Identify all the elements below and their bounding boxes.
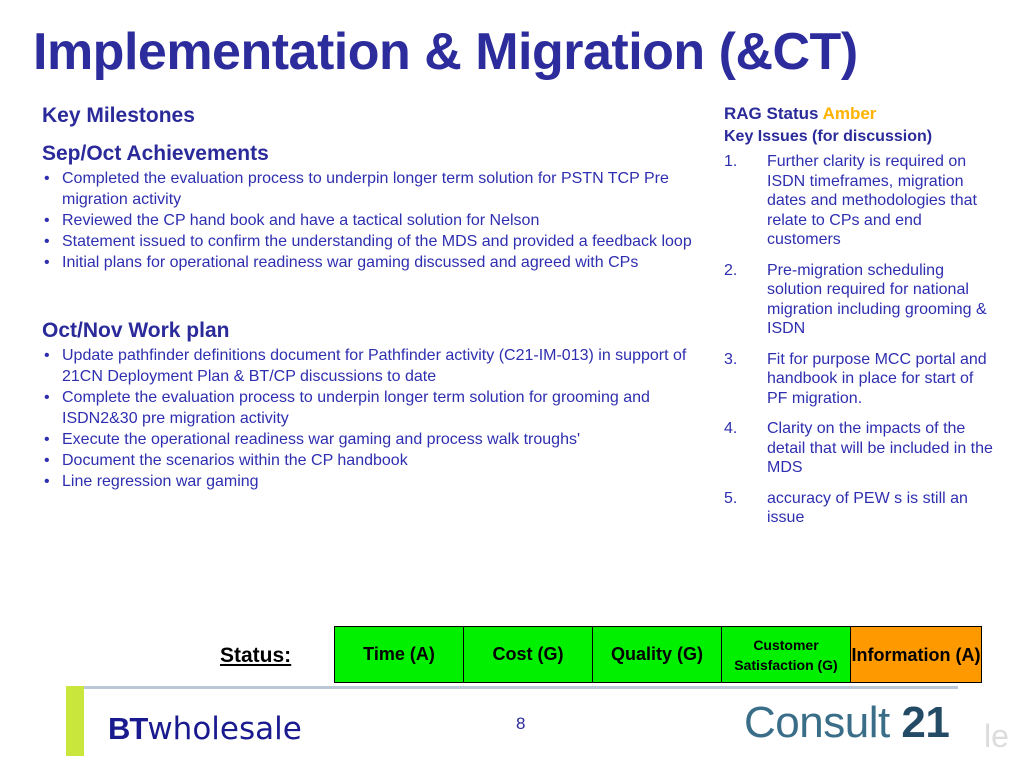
bullet-icon: • xyxy=(44,233,50,250)
bullet-icon: • xyxy=(44,170,50,187)
issue-item: 3. Fit for purpose MCC portal and handbook in place for start of PF migration. xyxy=(724,350,987,407)
status-cell-quality: Quality (G) xyxy=(593,627,722,682)
workplan-item: • Update pathfinder definitions document for Pathfinder activity (C21-IM-013) in support of 21CN Deployment Plan & BT/CP discussions to date xyxy=(44,347,687,385)
status-cell-time: Time (A) xyxy=(335,627,464,682)
status-cell-cost: Cost (G) xyxy=(464,627,593,682)
consult-logo-number: 21 xyxy=(901,698,950,747)
footer-accent-bar xyxy=(66,686,84,756)
bullet-icon: • xyxy=(44,254,50,271)
rag-status-label: RAG Status xyxy=(724,104,819,123)
bt-logo-text: BT xyxy=(108,711,148,746)
workplan-item: • Line regression war gaming xyxy=(44,473,259,490)
bullet-icon: • xyxy=(44,431,50,448)
status-table xyxy=(334,626,982,683)
achievement-item: • Reviewed the CP hand book and have a tactical solution for Nelson xyxy=(44,212,540,229)
rag-status-value: Amber xyxy=(822,104,877,123)
milestones-panel xyxy=(42,104,722,492)
issues-list xyxy=(724,152,994,528)
bullet-icon: • xyxy=(44,212,50,229)
status-cell-customer-satisfaction: Customer Satisfaction (G) xyxy=(722,627,851,682)
slide-title: Implementation & Migration (&CT) xyxy=(33,23,858,81)
footer-divider xyxy=(84,686,958,689)
page-number: 8 xyxy=(516,714,526,733)
key-milestones-heading: Key Milestones xyxy=(42,104,195,127)
workplan-item: • Execute the operational readiness war gaming and process walk troughs' xyxy=(44,431,581,448)
consult21-logo xyxy=(744,698,949,748)
ghost-text: le xyxy=(984,718,1009,754)
workplan-heading: Oct/Nov Work plan xyxy=(42,319,230,342)
bullet-icon: • xyxy=(44,473,50,490)
achievements-heading: Sep/Oct Achievements xyxy=(42,142,269,165)
issue-item: 5. accuracy of PEW s is still an issue xyxy=(724,489,968,526)
rag-status xyxy=(724,104,994,124)
achievement-item: • Statement issued to confirm the understanding of the MDS and provided a feedback loop xyxy=(44,233,692,250)
achievement-item: • Completed the evaluation process to underpin longer term solution for PSTN TCP Pre migration activity xyxy=(44,170,669,208)
consult-logo-text: Consult xyxy=(744,698,890,747)
key-issues-heading: Key Issues (for discussion) xyxy=(724,128,933,145)
workplan-item: • Document the scenarios within the CP handbook xyxy=(44,452,408,469)
issues-panel xyxy=(724,104,994,539)
workplan-item: • Complete the evaluation process to underpin longer term solution for grooming and ISDN2&30 pre migration activity xyxy=(44,389,650,427)
wholesale-logo-text: wholesale xyxy=(147,711,302,747)
workplan-list xyxy=(42,345,722,492)
bullet-icon: • xyxy=(44,452,50,469)
status-label: Status: xyxy=(220,644,292,667)
bullet-icon: • xyxy=(44,389,50,406)
issue-item: 1. Further clarity is required on ISDN timeframes, migration dates and methodologies that relate to CPs and end customers xyxy=(724,153,977,248)
achievements-list xyxy=(42,168,722,273)
status-cell-information: Information (A) xyxy=(851,627,981,682)
issue-item: 4. Clarity on the impacts of the detail that will be included in the MDS xyxy=(724,420,993,476)
bullet-icon: • xyxy=(44,347,50,364)
issue-item: 2. Pre-migration scheduling solution required for national migration including grooming & ISDN xyxy=(724,261,987,337)
achievement-item: • Initial plans for operational readiness war gaming discussed and agreed with CPs xyxy=(44,254,639,271)
bt-wholesale-logo xyxy=(108,708,302,748)
